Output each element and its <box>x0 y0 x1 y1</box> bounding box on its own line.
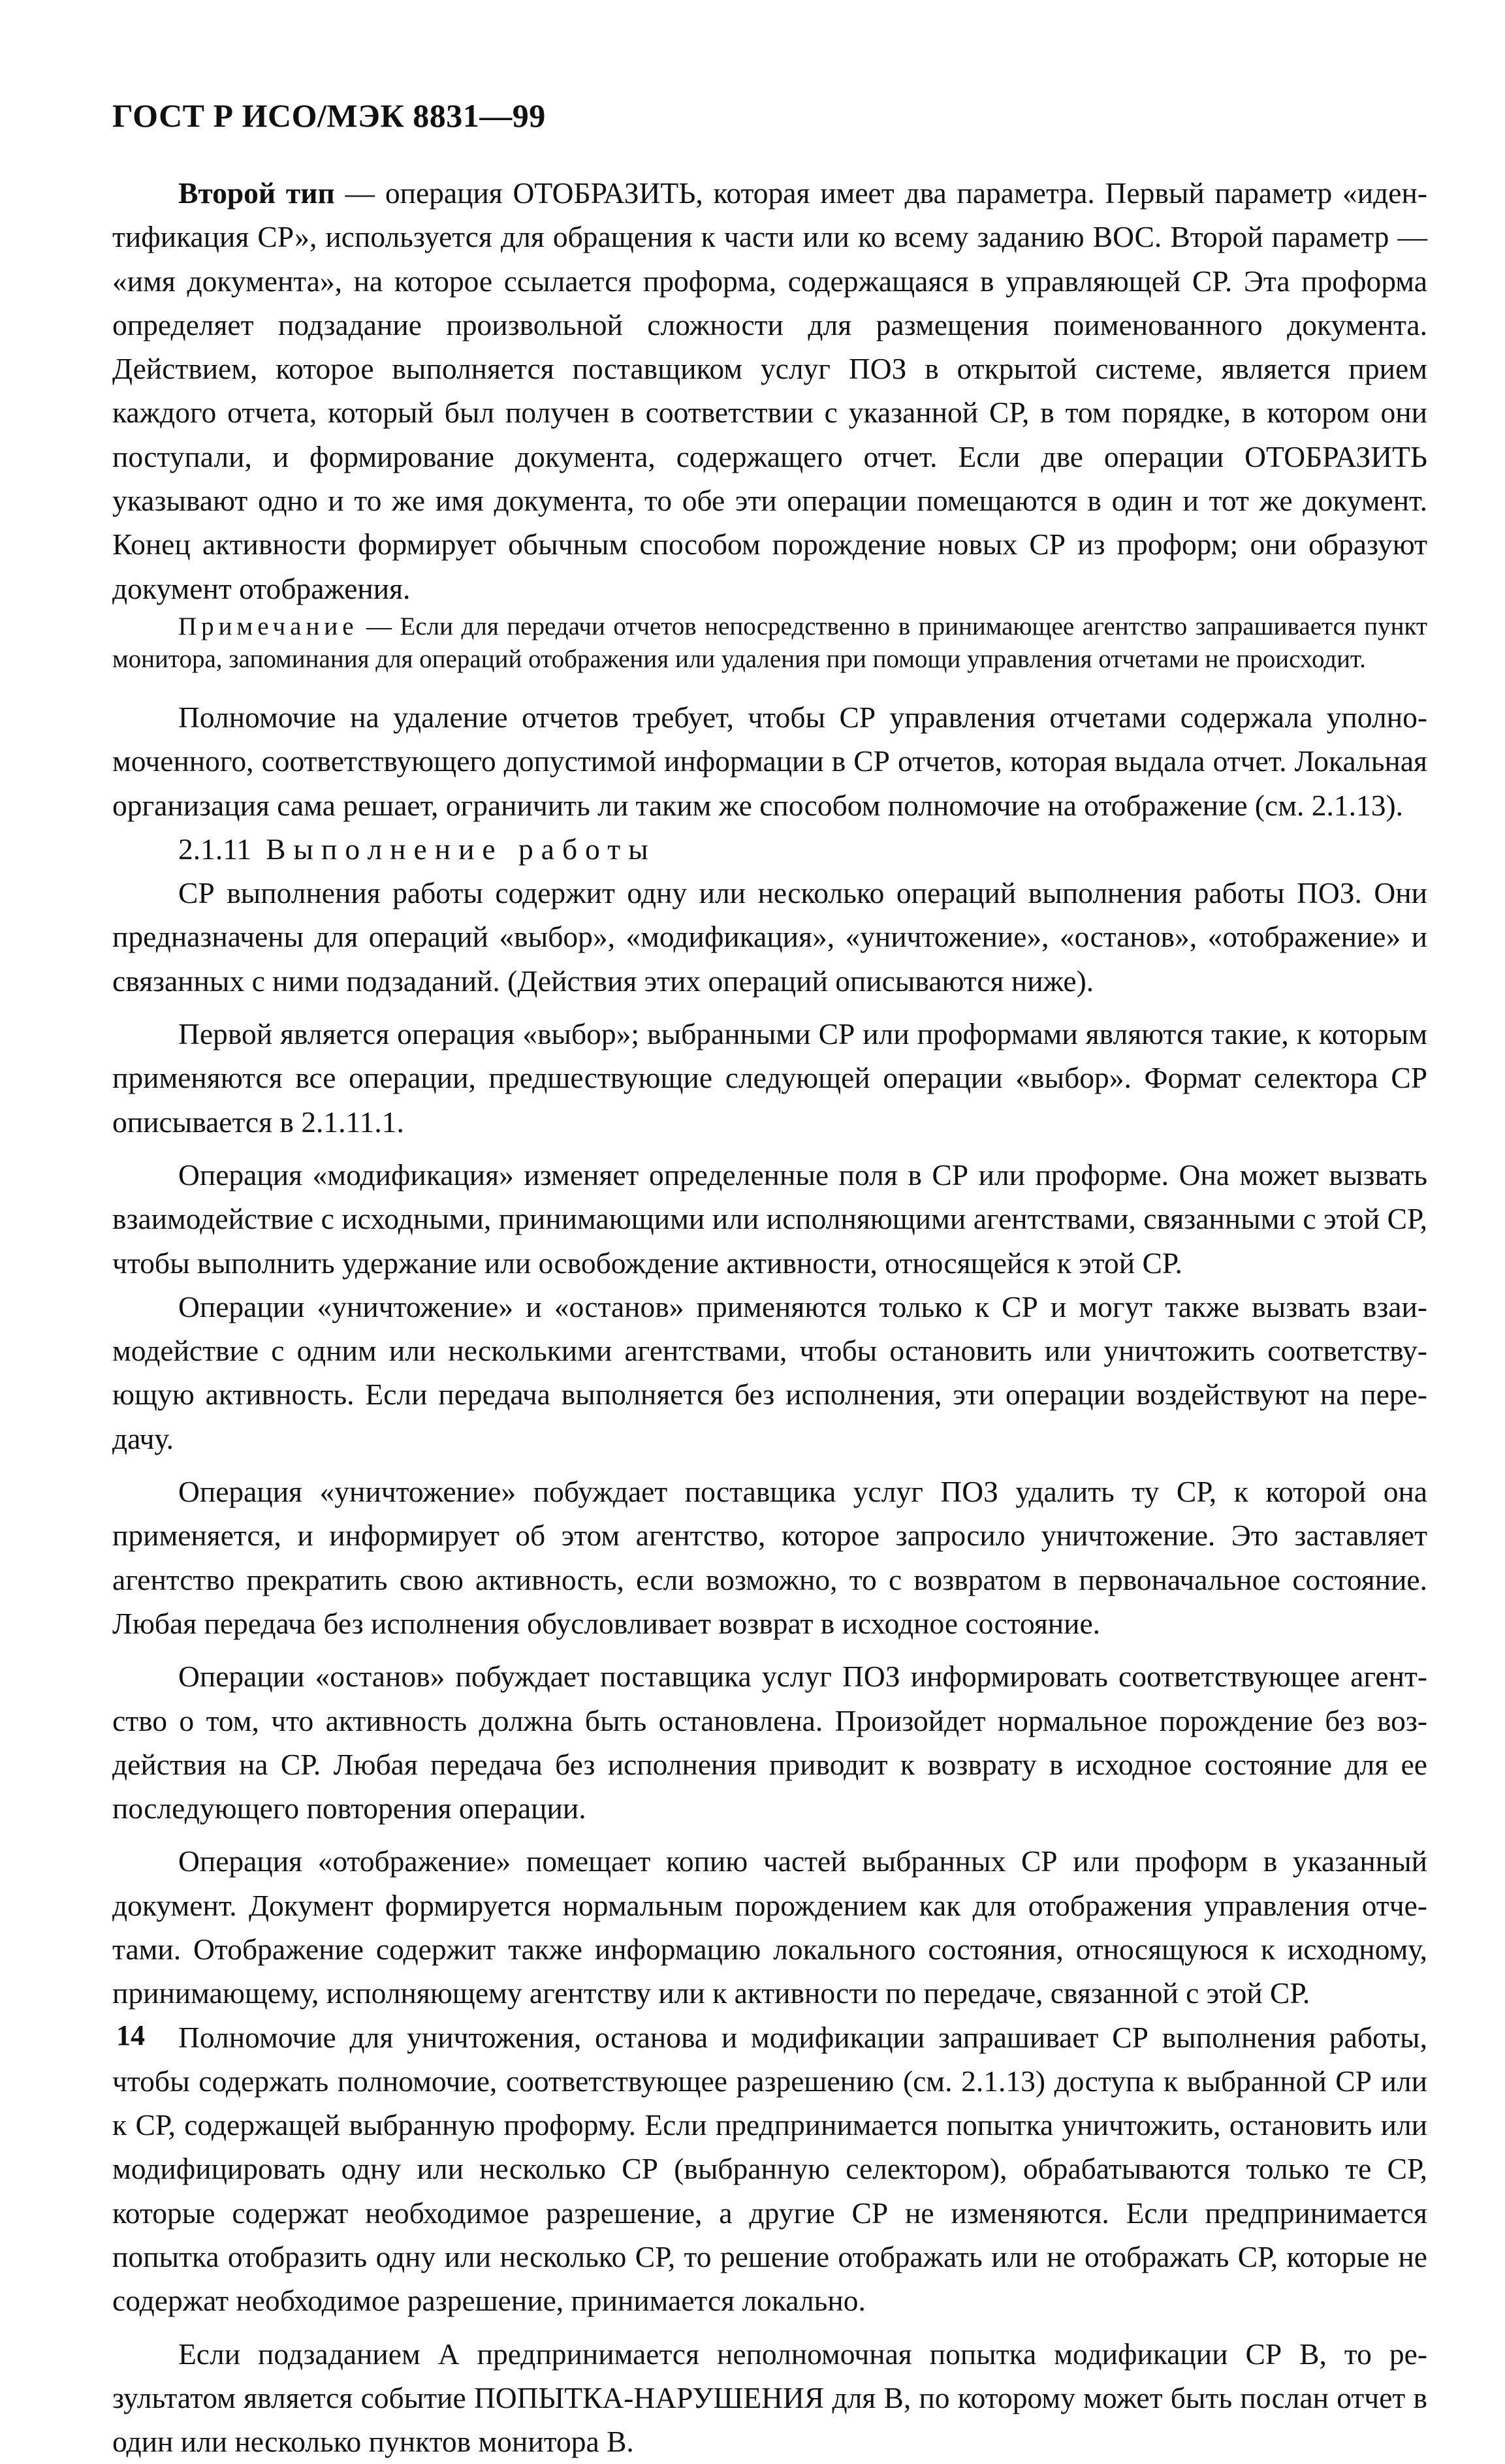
paragraph-modify-operation: Операция «модификация» изменяет определенные поля в СР или проформе. Она может вызвать взаимодействие с исходными, принимающими или исполняющими агентствами, связанными с этой СР, чтобы выполнить удержание или освобождение активности, относящейся к этой СР. <box>112 1158 1427 1280</box>
note-text: — Если для передачи отчетов непосредственно в принимающее агентство запрашивается пункт монитора, запоминания для операций отображения или удаления при помощи управления отчетами не происходит. <box>112 612 1427 673</box>
note-paragraph <box>112 610 1427 676</box>
paragraph-display-operation <box>112 171 1427 610</box>
section-title: Выполнение работы <box>266 832 656 866</box>
section-heading <box>112 827 1427 871</box>
document-body <box>112 171 1427 2464</box>
paragraph-destroy-operation: Операция «уничтожение» побуждает поставщика услуг ПОЗ удалить ту СР, к которой она применяется, и информирует об этом агентство, которое запросило уничтожение. Это заставляет агентство прекратить свою активность, если возможно, то с возвратом в первоначальное состояние. Любая передача без исполнения обусловливает возврат в исходное состояние. <box>112 1475 1427 1640</box>
paragraph-text: — операция ОТОБРАЗИТЬ, которая имеет два параметра. Первый параметр «идентификация СР», используется для обращения к части или ко всему заданию ВОС. Второй параметр — «имя документа», на которое ссылается проформа, содержащаяся в управляющей СР. Эта проформа определяет подзадание произвольной сложности для размещения поименованного документа. Действием, которое выполняется поставщиком услуг ПОЗ в открытой системе, является прием каждого отчета, который был получен в соответствии с указанной СР, в том порядке, в котором они поступали, и формирование документа, содержащего отчет. Если две операции ОТОБРАЗИТЬ указывают одно и то же имя документа, то обе эти операции помещаются в один и тот же документ. Конец активности формирует обычным способом порождение новых СР из проформ; они образуют документ отображения. <box>112 176 1427 605</box>
paragraph-violation-attempt: Если подзаданием А предпринимается неполномочная попытка модификации СР В, то результатом является событие ПОПЫТКА-НАРУШЕНИЯ для В, по которому может быть послан отчет в один или несколько пунктов монитора В. <box>112 2337 1427 2459</box>
paragraph-lead-term: Второй тип <box>178 176 335 210</box>
paragraph-job-execution: СР выполнения работы содержит одну или несколько операций выполнения работы ПОЗ. Они предназначены для операций «выбор», «модификация», «уничтожение», «останов», «отображение» и связанных с ними подзаданий. (Действия этих операций описываются ниже). <box>112 876 1427 998</box>
paragraph-select-operation: Первой является операция «выбор»; выбранными СР или проформами являются такие, к которым применяются все операции, предшествующие следующей операции «выбор». Формат селектора СР описывается в 2.1.11.1. <box>112 1017 1427 1139</box>
paragraph-stop-operation: Операции «останов» побуждает поставщика услуг ПОЗ информировать соответствующее агентство о том, что активность должна быть остановлена. Произойдет нормальное порождение без воздействия на СР. Любая передача без исполнения приводит к возврату в исходное состояние для ее последующего повторения операции. <box>112 1660 1427 1825</box>
page-header-standard-number: ГОСТ Р ИСО/МЭК 8831—99 <box>112 97 546 134</box>
paragraph-report-deletion-authority: Полномочие на удаление отчетов требует, чтобы СР управления отчетами содержала уполномоченного, соответствующего допустимой информации в СР отчетов, которая выдала отчет. Локальная организация сама решает, ограничить ли таким же способом полномочие на отображение (см. 2.1.13). <box>112 700 1427 822</box>
section-number: 2.1.11 <box>178 832 252 866</box>
paragraph-destroy-stop-operations: Операции «уничтожение» и «останов» применяются только к СР и могут также вызвать взаимодействие с одним или несколькими агентствами, чтобы остановить или уничтожить соответствующую активность. Если передача выполняется без исполнения, эти операции воздействуют на передачу. <box>112 1289 1427 1455</box>
note-label: Примечание <box>178 612 358 640</box>
paragraph-display-operation-2: Операция «отображение» помещает копию частей выбранных СР или проформ в указанный документ. Документ формируется нормальным порождением как для отображения управления отчетами. Отображение содержит также информацию локального состояния, относящуюся к исходному, принимающему, исполняющему агентству или к активности по передаче, связанной с этой СР. <box>112 1844 1427 2010</box>
page-number: 14 <box>116 2019 145 2051</box>
paragraph-authority: Полномочие для уничтожения, останова и модификации запрашивает СР выполнения работы, чтобы содержать полномочие, соответствующее разрешению (см. 2.1.13) доступа к выбранной СР или к СР, содержащей выбранную проформу. Если предпринимается попытка уничтожить, остановить или модифицировать одну или несколько СР (выбранную селектором), обрабатываются только те СР, которые содержат необходимое разрешение, а другие СР не изменяются. Если предпринимается попытка отобразить одну или несколько СР, то решение отображать или не отображать СР, которые не содержат необходимое разрешение, принимается локально. <box>112 2020 1427 2318</box>
